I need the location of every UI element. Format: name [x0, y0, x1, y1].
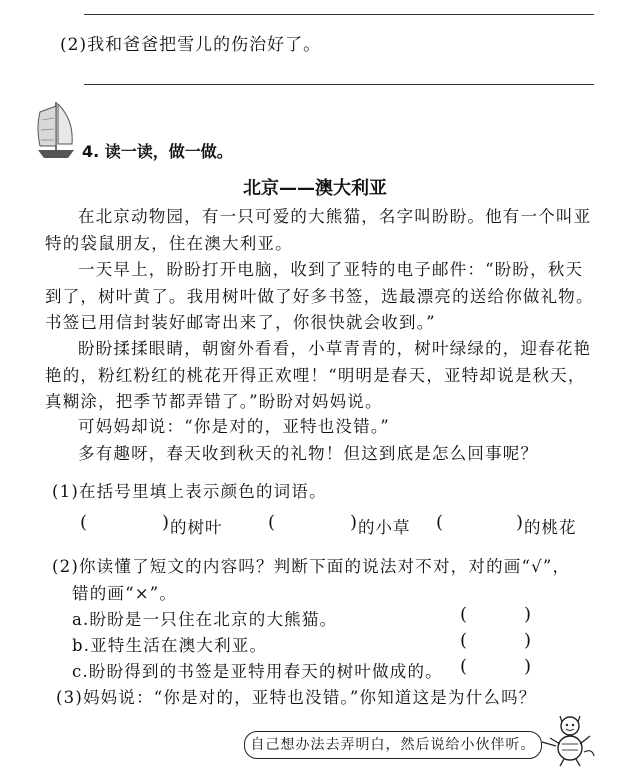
blank-3-word: 的桃花 — [524, 518, 577, 537]
paragraph-1: 在北京动物园，有一只可爱的大熊猫，名字叫盼盼。他有一个叫亚特的袋鼠朋友，住在澳大利亚。 — [45, 207, 592, 253]
question-2-label-line1: (2)你读懂了短文的内容吗？判断下面的说法对不对，对的画“√”， — [52, 557, 571, 576]
judge-b-open: ( — [460, 630, 468, 651]
question-2-top: (2)我和爸爸把雪儿的伤治好了。 — [60, 35, 322, 55]
question-2-label-line2: 错的画“×”。 — [72, 584, 178, 603]
article-title: 北京——澳大利亚 — [243, 178, 387, 199]
judge-a-close[interactable]: ) — [524, 604, 532, 625]
answer-line-top — [84, 14, 594, 15]
blank-1-open: ( — [80, 512, 88, 533]
section-heading: 4. 读一读，做一做。 — [82, 142, 233, 161]
judge-a-open: ( — [460, 604, 468, 625]
judge-item-c: c.盼盼得到的书签是亚特用春天的树叶做成的。 — [72, 662, 443, 681]
paragraph-4: 可妈妈却说：“你是对的，亚特也没错。” — [78, 417, 390, 436]
tip-bubble: 自己想办法去弄明白，然后说给小伙伴听。 — [244, 731, 542, 759]
judge-b-close[interactable]: ) — [524, 630, 532, 651]
blank-2-close[interactable]: ) — [350, 512, 358, 533]
question-1-label: (1)在括号里填上表示颜色的词语。 — [52, 482, 327, 501]
blank-1-word: 的树叶 — [170, 518, 223, 537]
question-3-label: (3)妈妈说：“你是对的，亚特也没错。”你知道这是为什么吗？ — [56, 688, 537, 707]
blank-2-open: ( — [268, 512, 276, 533]
sailboat-icon — [34, 100, 78, 162]
judge-item-a: a.盼盼是一只住在北京的大熊猫。 — [72, 610, 338, 629]
blank-3-open: ( — [436, 512, 444, 533]
judge-item-b: b.亚特生活在澳大利亚。 — [72, 636, 268, 655]
judge-c-open: ( — [460, 656, 468, 677]
paragraph-3: 盼盼揉揉眼睛，朝窗外看看，小草青青的，树叶绿绿的，迎春花艳艳的，粉红粉红的桃花开得正欢哩！“明明是春天，亚特却说是秋天，真糊涂，把季节都弄错了。”盼盼对妈妈说。 — [45, 339, 592, 411]
mascot-icon — [540, 714, 596, 768]
blank-1-close[interactable]: ) — [162, 512, 170, 533]
blank-3-close[interactable]: ) — [516, 512, 524, 533]
blank-2-word: 的小草 — [358, 518, 411, 537]
judge-c-close[interactable]: ) — [524, 656, 532, 677]
answer-line — [84, 84, 594, 85]
paragraph-5: 多有趣呀，春天收到秋天的礼物！但这到底是怎么回事呢？ — [78, 444, 539, 463]
paragraph-2: 一天早上，盼盼打开电脑，收到了亚特的电子邮件：“盼盼，秋天到了，树叶黄了。我用树叶做了好多书签，选最漂亮的送给你做礼物。书签已用信封装好邮寄出来了，你很快就会收到。” — [45, 260, 594, 332]
